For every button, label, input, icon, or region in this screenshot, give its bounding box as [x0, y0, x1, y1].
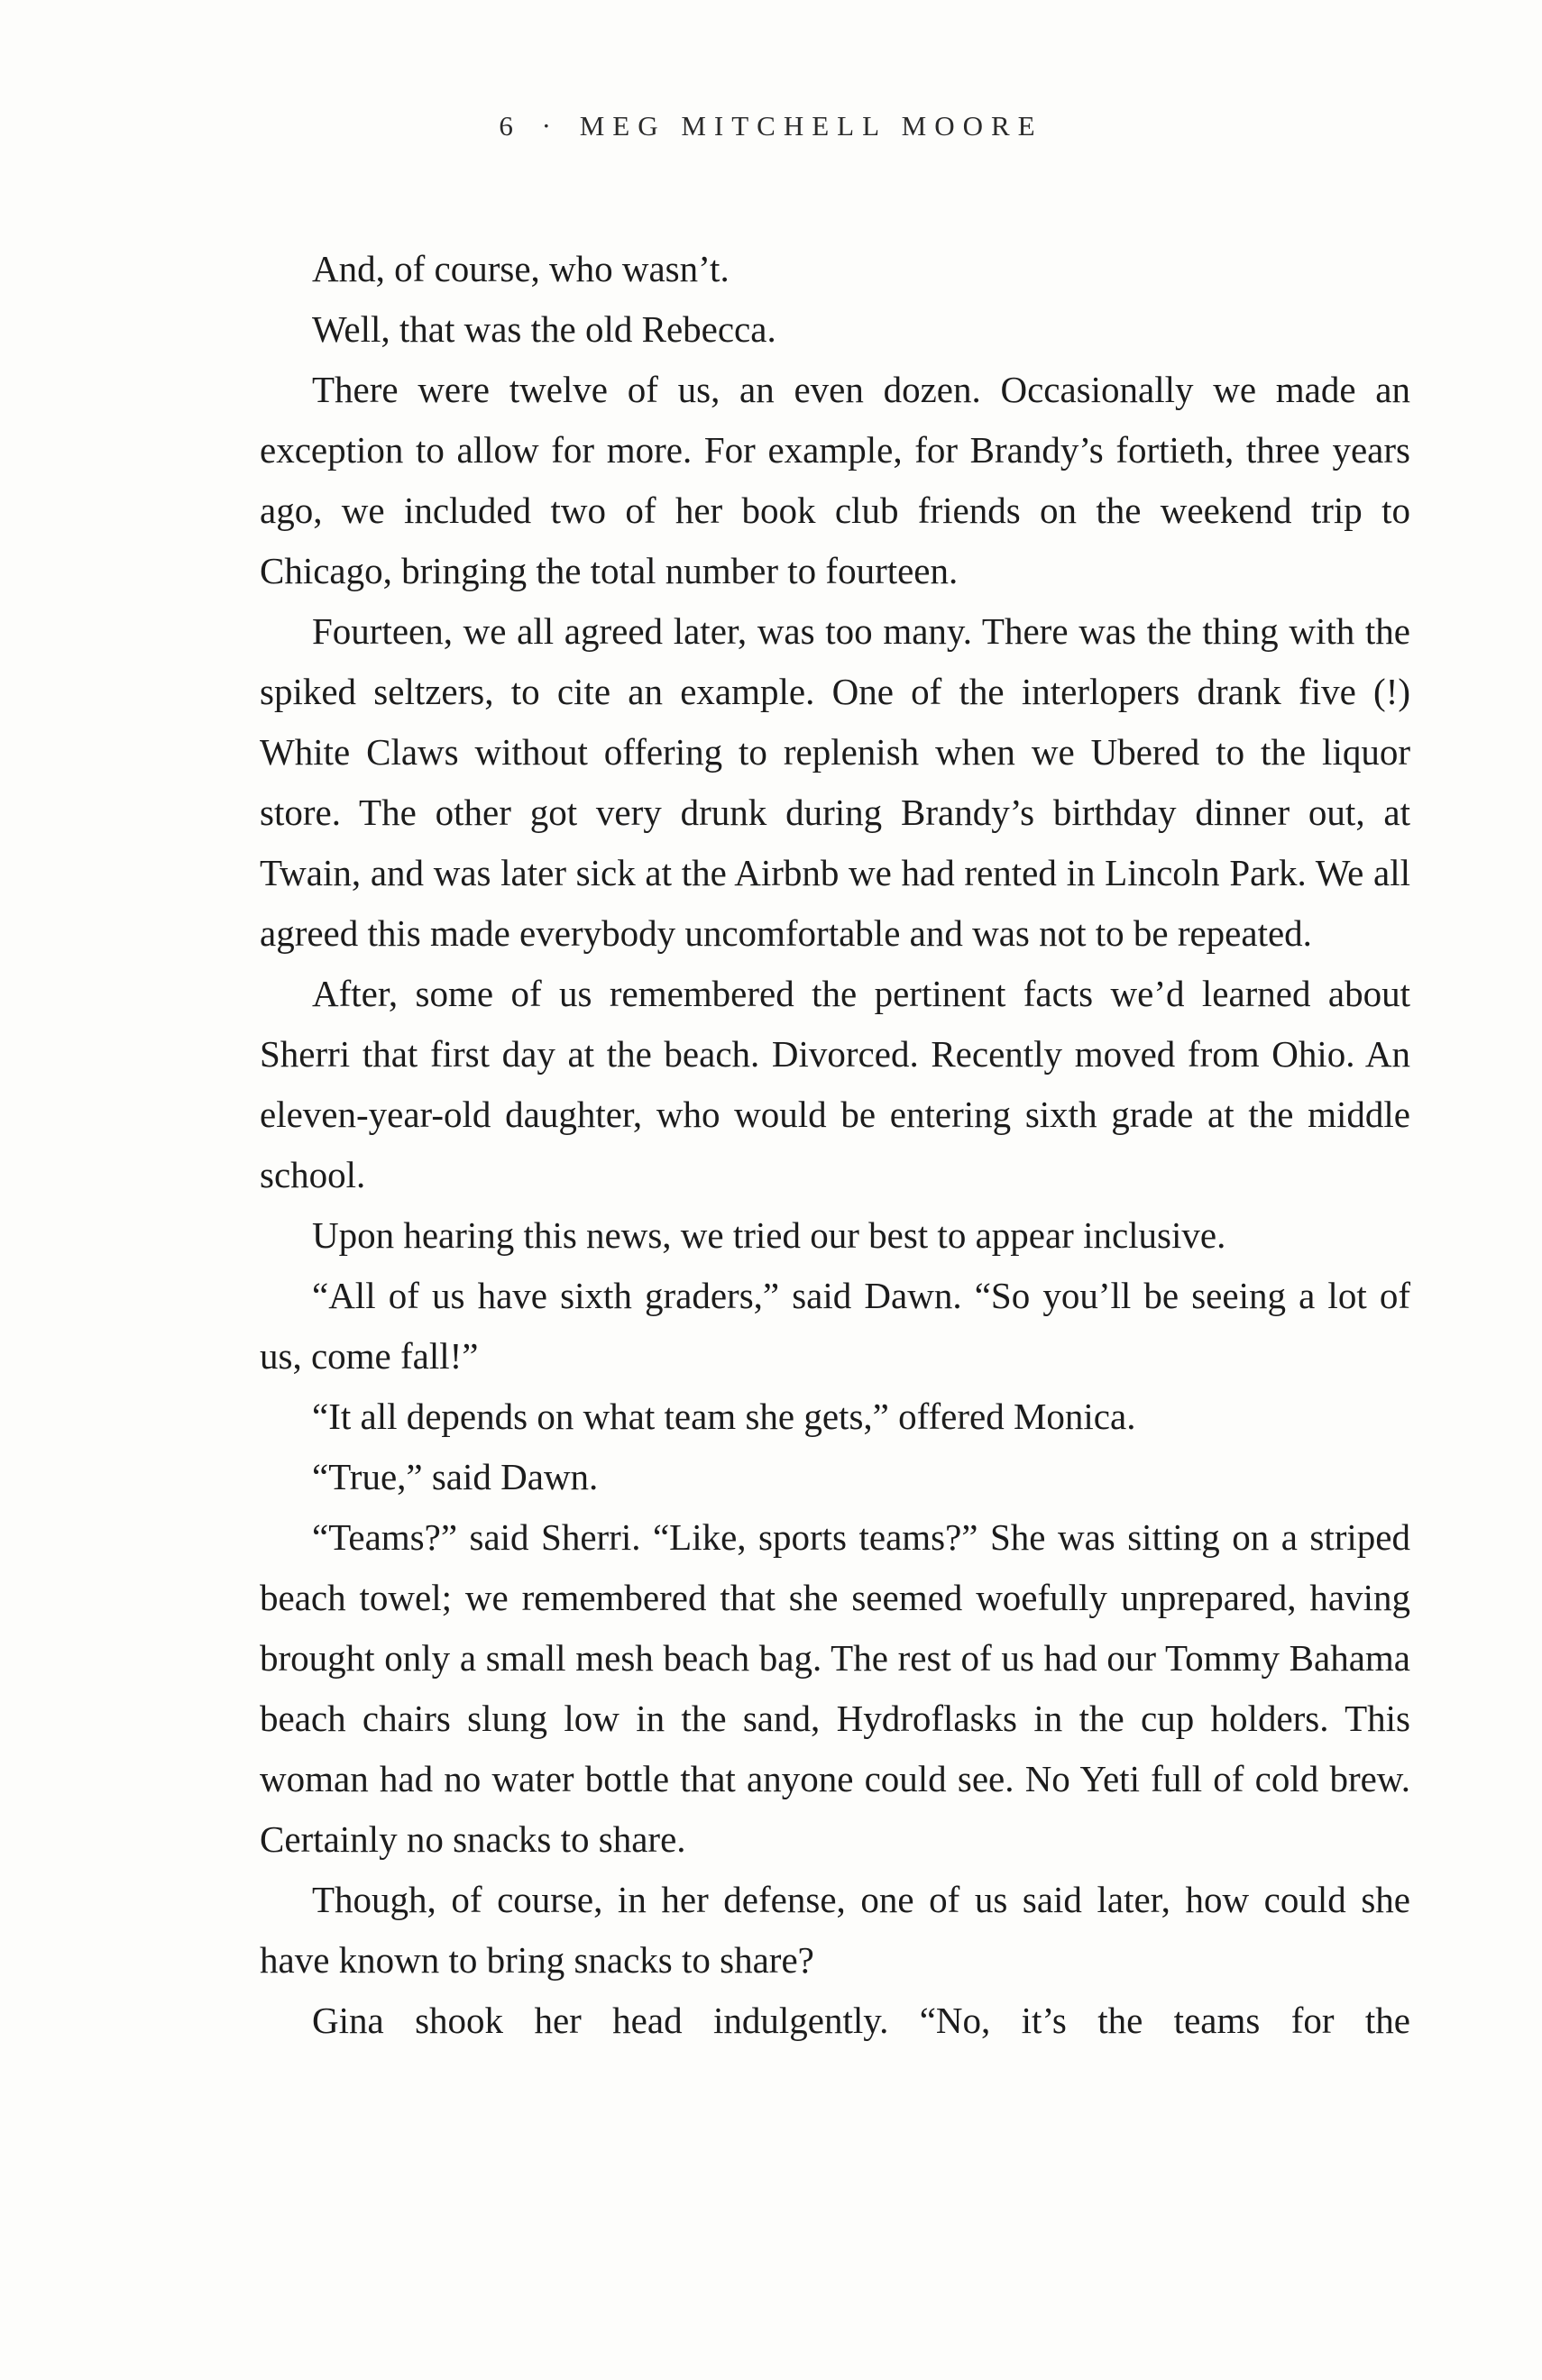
paragraph: “Teams?” said Sherri. “Like, sports teams?” She was sitting on a striped beach towel; we remembered that she seemed woefully unprepared, having brought only a small mesh beach bag. The rest of us had our Tommy Bahama beach chairs slung low in the sand, Hydroflasks in the cup holders. This woman had no water bottle that anyone could see. No Yeti full of cold brew. Certainly no snacks to share. [260, 1516, 1410, 1860]
paragraph: Though, of course, in her defense, one of us said later, how could she have known to bring snacks to share? [260, 1879, 1410, 1981]
paragraph: “All of us have sixth graders,” said Dawn. “So you’ll be seeing a lot of us, come fall!” [260, 1275, 1410, 1377]
paragraph: And, of course, who wasn’t. [312, 248, 730, 289]
author-name: MEG MITCHELL MOORE [579, 110, 1043, 142]
paragraph: “True,” said Dawn. [312, 1456, 599, 1497]
paragraph: Fourteen, we all agreed later, was too many. There was the thing with the spiked seltzers, to cite an example. One of the interlopers drank five (!) White Claws without offering to replenish when we Ubered to the liquor store. The other got very drunk during Brandy’s birthday dinner out, at Twain, and was later sick at the Airbnb we had rented in Lincoln Park. We all agreed this made everybody uncomfortable and was not to be repeated. [260, 610, 1410, 954]
running-head [0, 110, 1542, 142]
page-number: 6 [499, 110, 521, 142]
body-text [260, 239, 1410, 2051]
paragraph: After, some of us remembered the pertinent facts we’d learned about Sherri that first day at the beach. Divorced. Recently moved from Ohio. An eleven-year-old daughter, who would be entering sixth grade at the middle school. [260, 973, 1410, 1195]
paragraph: “It all depends on what team she gets,” offered Monica. [312, 1396, 1136, 1437]
paragraph: Gina shook her head indulgently. “No, it’s the teams for the [312, 2000, 1410, 2041]
paragraph: There were twelve of us, an even dozen. Occasionally we made an exception to allow for more. For example, for Brandy’s fortieth, three years ago, we included two of her book club friends on the weekend trip to Chicago, bringing the total number to fourteen. [260, 369, 1410, 591]
running-head-separator: · [541, 110, 559, 142]
paragraph: Well, that was the old Rebecca. [312, 308, 776, 350]
paragraph: Upon hearing this news, we tried our best to appear inclusive. [312, 1214, 1226, 1256]
